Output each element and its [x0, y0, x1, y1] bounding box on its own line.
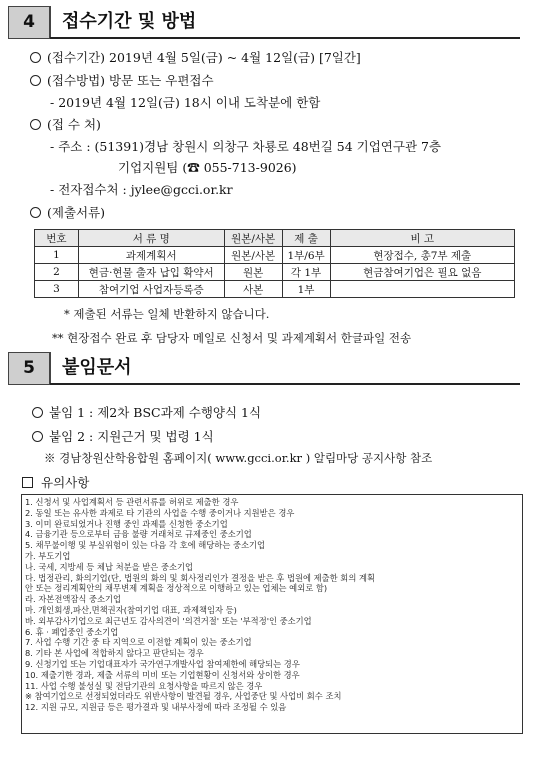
caution-item: 다. 법정관리, 화의기업(단, 법원의 화의 및 회사정리인가 결정을 받은 후 법원에 제출한 회의 계획 — [25, 572, 375, 583]
method-detail: - 2019년 4월 12일(금) 18시 이내 도착분에 한함 — [50, 95, 321, 110]
note-1: * 제출된 서류는 일체 반환하지 않습니다. — [64, 307, 270, 321]
table-header: 제 출 — [282, 230, 330, 247]
caution-item: 6. 휴 · 폐업중인 중소기업 — [25, 626, 119, 637]
address-line-1: - 주소 : (51391)경남 창원시 의창구 차룡로 48번길 54 기업연구관 7층 — [50, 139, 442, 154]
caution-item: 1. 신청서 및 사업계획서 등 관련서류를 허위로 제출한 경우 — [25, 497, 239, 507]
documents-table — [34, 229, 515, 298]
circle-bullet-icon — [30, 119, 41, 130]
caution-box — [21, 494, 523, 734]
caution-item: 안 또는 정리계획안의 채무변제 계획을 정상적으로 이행하고 있는 업체는 예외로 함) — [25, 583, 328, 594]
caution-item: 마. 개인회생,파산,면책권자(참여기업 대표, 과제책임자 등) — [25, 604, 237, 615]
circle-bullet-icon — [30, 207, 41, 218]
caution-item: 7. 사업 수행 기간 중 타 지역으로 이전할 계획이 있는 중소기업 — [25, 637, 252, 648]
caution-item: 라. 자본전액잠식 중소기업 — [25, 594, 122, 605]
caution-item: 2. 동일 또는 유사한 과제로 타 기관의 사업을 수행 중이거나 지원받은 경우 — [25, 507, 295, 518]
table-header: 원본/사본 — [224, 230, 282, 247]
caution-item: 5. 채무불이행 및 부실위험이 있는 다음 각 호에 해당하는 중소기업 — [25, 540, 266, 551]
caution-item: ※ 참여기업으로 선정되었더라도 위반사항이 발견될 경우, 사업중단 및 사업비 회수 조치 — [25, 691, 342, 702]
section-5-header — [8, 352, 520, 385]
attachment-note: ※ 경남창원산학융합원 홈페이지( www.gcci.or.kr ) 알림마당 공지사항 참조 — [44, 451, 433, 465]
period-line: (접수기간) 2019년 4월 5일(금) ~ 4월 12일(금) [7일간] — [30, 48, 361, 66]
section-title: 접수기간 및 방법 — [62, 11, 197, 32]
caution-item: 바. 외부감사기업으로 최근년도 감사의견이 '의견거절' 또는 '부적정'인 중소기업 — [25, 615, 312, 626]
table-header: 서 류 명 — [78, 230, 224, 247]
table-header: 비 고 — [330, 230, 514, 247]
table-row: 3 참여기업 사업자등록증 사본 1부 — [35, 281, 515, 298]
table-header-row — [35, 230, 515, 247]
caution-item: 10. 제출기한 경과, 제출 서류의 미비 또는 기업현황이 신청서와 상이한 경우 — [25, 669, 300, 680]
circle-bullet-icon — [32, 407, 43, 418]
table-row: 2 현금·현물 출자 납입 확약서 원본 각 1부 현금참여기업은 필요 없음 — [35, 264, 515, 281]
email-line: - 전자접수처 : jylee@gcci.or.kr — [50, 182, 233, 197]
section-4-header — [8, 6, 520, 39]
square-bullet-icon — [22, 477, 33, 488]
caution-item: 8. 기타 본 사업에 적합하지 않다고 판단되는 경우 — [25, 648, 204, 659]
caution-item: 나. 국세, 지방세 등 체납 처분을 받은 중소기업 — [25, 561, 194, 572]
circle-bullet-icon — [30, 52, 41, 63]
method-line: (접수방법) 방문 또는 우편접수 — [30, 71, 214, 89]
note-2: ** 현장접수 완료 후 담당자 메일로 신청서 및 과제계획서 한글파일 전송 — [52, 331, 412, 345]
caution-item: 가. 부도기업 — [25, 550, 71, 561]
caution-item: 12. 지원 규모, 지원금 등은 평가결과 및 내부사정에 따라 조정될 수 있음 — [25, 702, 287, 713]
section-number: 5 — [8, 352, 50, 385]
table-header: 번호 — [35, 230, 79, 247]
caution-item: 4. 금융기관 등으로부터 금융 불량 거래처로 규제중인 중소기업 — [25, 529, 252, 540]
table-row: 1 과제계획서 원본/사본 1부/6부 현장접수, 총7부 제출 — [35, 247, 515, 264]
caution-item: 9. 신청기업 또는 기업대표자가 국가연구개발사업 참여제한에 해당되는 경우 — [25, 658, 300, 669]
caution-item: 3. 이미 완료되었거나 진행 중인 과제를 신청한 중소기업 — [25, 518, 228, 529]
attachment-2: 붙임 2 : 지원근거 및 법령 1식 — [32, 427, 214, 445]
section-title: 붙임문서 — [62, 357, 132, 378]
section-number: 4 — [8, 6, 50, 39]
place-line: (접 수 처) — [30, 115, 101, 133]
docs-title-line: (제출서류) — [30, 203, 105, 221]
circle-bullet-icon — [30, 75, 41, 86]
circle-bullet-icon — [32, 431, 43, 442]
attachment-1: 붙임 1 : 제2차 BSC과제 수행양식 1식 — [32, 403, 261, 421]
caution-item: 11. 사업 수행 불성실 및 전담기관의 요청사항을 따르지 않은 경우 — [25, 680, 263, 691]
caution-title: 유의사항 — [22, 473, 89, 491]
address-line-2: 기업지원팀 (☎ 055-713-9026) — [118, 160, 297, 175]
